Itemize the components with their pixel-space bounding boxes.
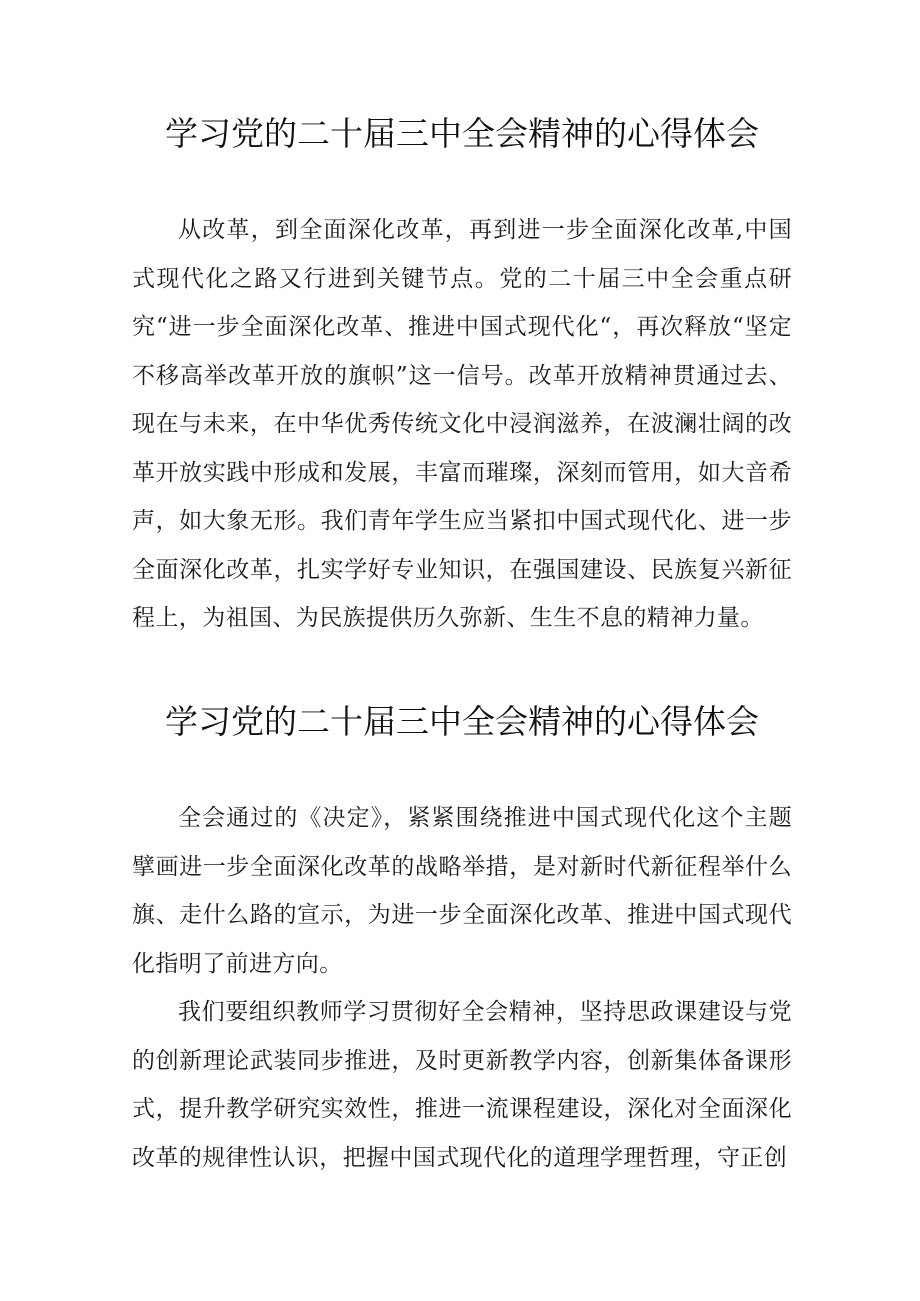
article-section-2 xyxy=(132,700,792,1182)
article-title-1: 学习党的二十届三中全会精神的心得体会 xyxy=(165,114,759,153)
paragraph: 从改革，到全面深化改革，再到进一步全面深化改革,中国式现代化之路又行进到关键节点。党的二十届三中全会重点研究“进一步全面深化改革、推进中国式现代化“，再次释放“坚定不移高举改革开放的旗帜”这一信号。改革开放精神贯通过去、现在与未来，在中华优秀传统文化中浸润滋养，在波澜壮阔的改革开放实践中形成和发展，丰富而璀璨，深刻而管用，如大音希声，如大象无形。我们青年学生应当紧扣中国式现代化、进一步全面深化改革，扎实学好专业知识，在强国建设、民族复兴新征程上，为祖国、为民族提供历久弥新、生生不息的精神力量。 xyxy=(132,217,792,631)
article-title-2: 学习党的二十届三中全会精神的心得体会 xyxy=(165,702,759,741)
article-body-1 xyxy=(132,206,792,643)
article-body-2 xyxy=(132,794,792,1182)
paragraph: 全会通过的《决定》，紧紧围绕推进中国式现代化这个主题擘画进一步全面深化改革的战略举措，是对新时代新征程举什么旗、走什么路的宣示，为进一步全面深化改革、推进中国式现代化指明了前进方向。 xyxy=(132,805,792,977)
article-section-1 xyxy=(132,112,792,643)
paragraph: 我们要组织教师学习贯彻好全会精神，坚持思政课建设与党的创新理论武装同步推进，及时更新教学内容，创新集体备课形式，提升教学研究实效性，推进一流课程建设，深化对全面深化改革的规律性认识，把握中国式现代化的道理学理哲理，守正创 xyxy=(132,999,792,1171)
